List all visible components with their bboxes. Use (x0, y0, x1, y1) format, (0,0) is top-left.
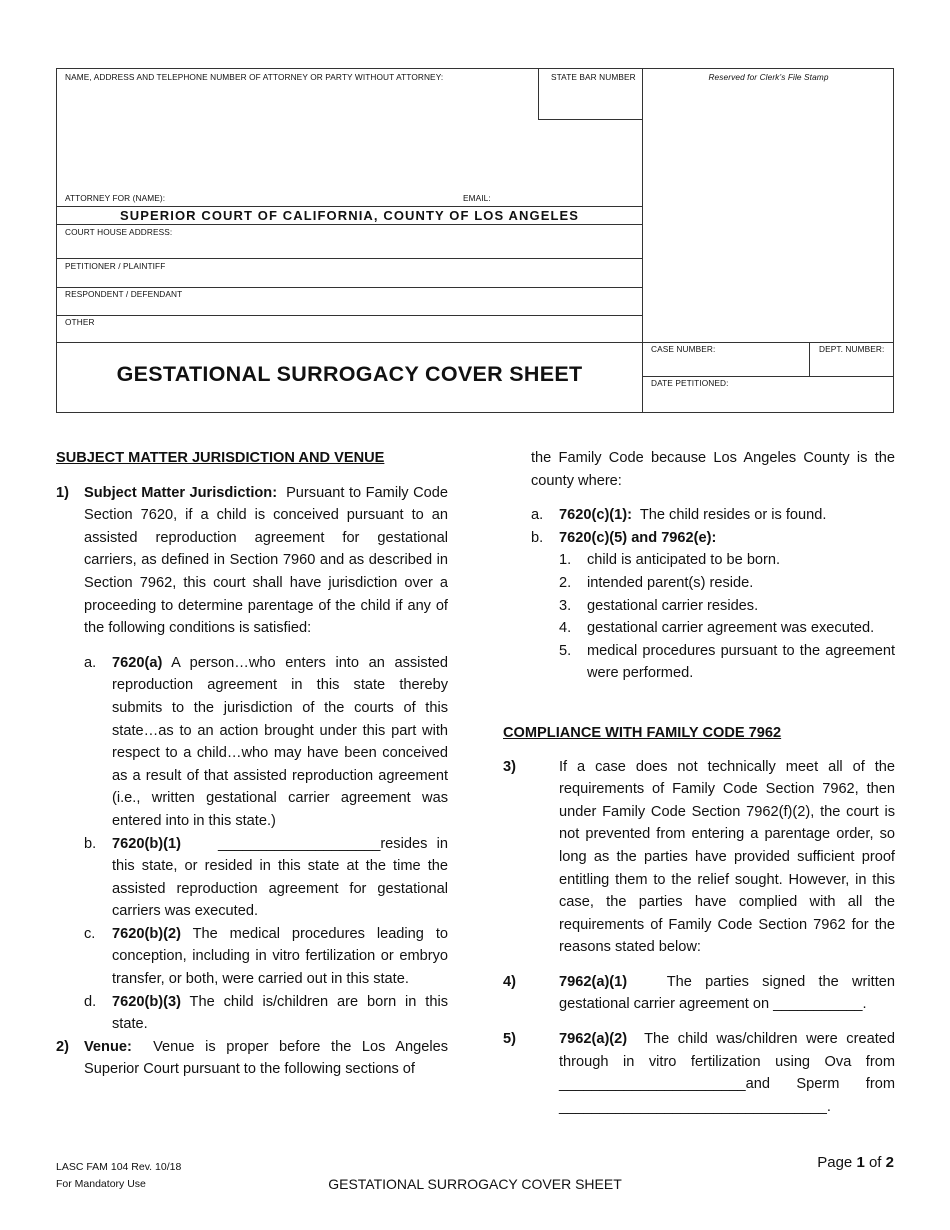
venue-a: a. 7620(c)(1): The child resides or is found. (531, 507, 827, 524)
divider (642, 376, 894, 377)
caption-box (56, 68, 894, 413)
date-petitioned-label: DATE PETITIONED: (651, 378, 729, 388)
sub-item-c: c. 7620(b)(2) The medical procedures leading to conception, including in vitro fertilization or embryo transfer, or both, were carried out in this state. (84, 925, 448, 988)
venue-continuation: the Family Code because Los Angeles County is the county where: (531, 450, 895, 489)
item-number: 2) (56, 1038, 69, 1055)
form-title: GESTATIONAL SURROGACY COVER SHEET (116, 362, 583, 386)
courthouse-label: COURT HOUSE ADDRESS: (65, 227, 173, 237)
divider (642, 69, 643, 412)
attorney-label: NAME, ADDRESS AND TELEPHONE NUMBER OF ATTORNEY OR PARTY WITHOUT ATTORNEY: (65, 72, 444, 82)
list-item: 4. gestational carrier agreement was executed. (559, 620, 875, 637)
divider (57, 342, 894, 343)
mandatory-use: For Mandatory Use (56, 1178, 146, 1190)
state-bar-label: STATE BAR NUMBER (551, 72, 636, 82)
email-label: EMAIL: (463, 193, 491, 203)
dept-number-label: DEPT. NUMBER: (819, 344, 885, 354)
item-2: 2) Venue: Venue is proper before the Los Angeles Superior Court pursuant to the following sections of (56, 1036, 448, 1081)
divider (809, 342, 810, 376)
item-1 (56, 482, 448, 640)
venue-b: b. 7620(c)(5) and 7962(e): (531, 529, 717, 546)
footer-title: GESTATIONAL SURROGACY COVER SHEET (328, 1176, 622, 1192)
list-item: 5. medical procedures pursuant to the agreement were performed. (559, 642, 895, 682)
respondent-label: RESPONDENT / DEFENDANT (65, 289, 183, 299)
item-1-text: Subject Matter Jurisdiction: Pursuant to Family Code Section 7620, if a child is conceived pursuant to an assisted reproduction agreement for gestational carriers, as defined in Section 7960 and as described in Section 7962, this court shall have jurisdiction over a proceeding to determine parentage of the child if any of the following conditions is satisfied: (84, 484, 448, 637)
item-5: 5) 7962(a)(2) The child was/children were created through in vitro fertilization using Ova from _______________________and Sperm from _________________________________. (503, 1031, 895, 1115)
list-item: 3. gestational carrier resides. (559, 597, 759, 614)
other-label: OTHER (65, 317, 95, 327)
list-item: 2. intended parent(s) reside. (559, 574, 754, 591)
divider (538, 69, 539, 119)
petitioner-label: PETITIONER / PLAINTIFF (65, 261, 166, 271)
sub-item-d: d. 7620(b)(3) The child is/children are born in this state. (84, 993, 448, 1033)
left-column (56, 447, 448, 1081)
divider (57, 224, 642, 225)
sub-item-b: b. 7620(b)(1) ____________________resides in this state, or resided in this state at the time the assisted reproduction agreement for gestational carriers was executed. (84, 835, 448, 920)
divider (57, 206, 642, 207)
item-number: 1) (56, 484, 69, 501)
right-column (503, 447, 895, 1118)
section-title-compliance: COMPLIANCE WITH FAMILY CODE 7962 (503, 724, 782, 741)
sub-item-a: a. 7620(a) A person…who enters into an assisted reproduction agreement in this state thereby submits to the jurisdiction of the courts of this state…as to an action brought under this part with respect to a child…who may have been conceived as a result of that assisted reproduction agreement (i.e., written gestational carrier agreement was entered into in this state.) (84, 654, 448, 829)
item-3: 3) If a case does not technically meet all of the requirements of Family Code Section 7962, then under Family Code Section 7962(f)(2), the court is not prevented from entering a parentage order, so long as the parties have provided sufficient proof entitling them to the relief sought. However, in this case, the parties have complied with all the requirements of Family Code Section 7962 for the reasons stated below: (503, 758, 895, 956)
divider (57, 315, 642, 316)
form-code: LASC FAM 104 Rev. 10/18 (56, 1161, 182, 1173)
page-indicator: Page 1 of 2 (817, 1154, 894, 1171)
case-number-label: CASE NUMBER: (651, 344, 716, 354)
attorney-for-label: ATTORNEY FOR (NAME): (65, 193, 166, 203)
list-item: 1. child is anticipated to be born. (559, 552, 781, 569)
item-4: 4) 7962(a)(1) The parties signed the written gestational carrier agreement on ___________. (503, 973, 895, 1013)
court-name: SUPERIOR COURT OF CALIFORNIA, COUNTY OF LOS ANGELES (119, 208, 580, 223)
divider (57, 258, 642, 259)
divider (538, 119, 642, 120)
divider (57, 287, 642, 288)
section-title-jurisdiction: SUBJECT MATTER JURISDICTION AND VENUE (56, 450, 385, 466)
clerk-stamp-label: Reserved for Clerk’s File Stamp (708, 72, 829, 82)
